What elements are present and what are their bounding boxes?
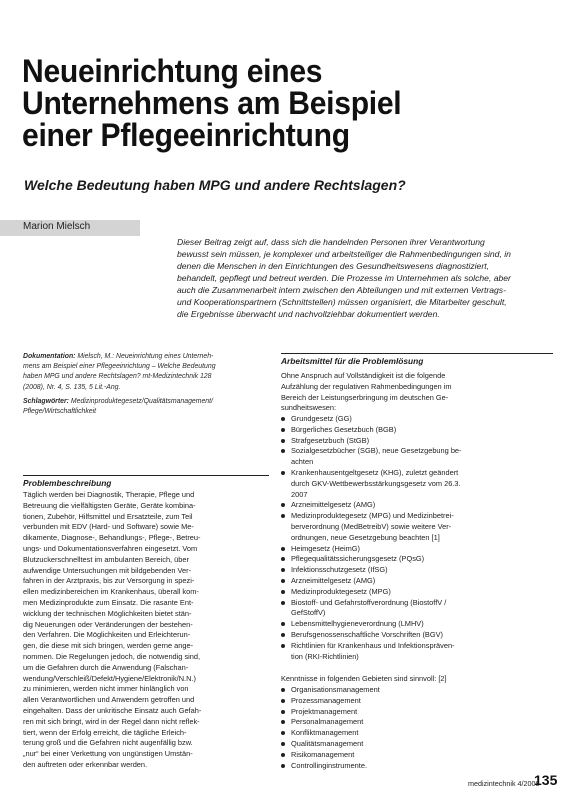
section-rule-left: [23, 475, 269, 476]
abstract-line: denen die Menschen in den Einrichtungen des Gesundheitswesens diagnostiziert,: [177, 261, 489, 271]
bullet-icon: [281, 710, 285, 714]
abstract-line: Dieser Beitrag zeigt auf, dass sich die handelnden Personen ihrer Verantwortung: [177, 237, 485, 247]
list-item: Konfliktmanagement: [281, 728, 553, 739]
page-number: 135: [534, 772, 558, 788]
body-line: aufwendige Untersuchungen mit bildgebenden Ver-: [23, 565, 192, 575]
list-item: Qualitätsmanagement: [281, 739, 553, 750]
tools-heading: Arbeitsmittel für die Problemlösung: [281, 356, 424, 366]
list-item: Lebensmittelhygieneverordnung (LMHV): [281, 619, 553, 630]
laws-list: [281, 414, 553, 662]
keywords-label: Schlagwörter:: [23, 397, 69, 405]
documentation-label: Dokumentation:: [23, 353, 76, 360]
bullet-icon: [281, 547, 285, 551]
list-item: Prozessmanagement: [281, 696, 553, 707]
body-line: wendung/Verschleiß/Defekt/Hygiene/Elektronik/N.N.): [23, 673, 196, 683]
keywords-line: Pflege/Wirtschaftlichkeit: [23, 408, 97, 416]
body-line: terung groß und die Gefahren nicht augenfällig bzw.: [23, 738, 193, 748]
body-line: allen Verantwortlichen und Anwendern getroffen und: [23, 695, 195, 705]
section-rule-right: [281, 353, 553, 354]
bullet-icon: [281, 557, 285, 561]
list-item: Projektmanagement: [281, 707, 553, 718]
list-item: Medizinproduktegesetz (MPG) und Medizinbetrei- berverordnung (MedBetreibV) sowie weitere Ver- ordnungen, neue Gesetzgebung beachten [1]: [281, 511, 553, 543]
list-item: Strafgesetzbuch (StGB): [281, 436, 553, 447]
list-item: Infektionsschutzgesetz (IfSG): [281, 565, 553, 576]
documentation-line: haben MPG und andere Rechtslagen? mt-Medizintechnik 128: [23, 373, 212, 381]
body-line: dig Neuerungen oder Veränderungen der bestehen-: [23, 619, 193, 629]
body-line: ellen medizinbereichen im Krankenhaus, überall kom-: [23, 587, 199, 597]
list-item: Richtlinien für Krankenhaus und Infektionspräven- tion (RKI-Richtlinien): [281, 641, 553, 663]
body-line: den Verfahren. Die Möglichkeiten und Erleichterun-: [23, 630, 191, 640]
title-line-1: Neueinrichtung eines: [22, 53, 323, 89]
documentation-block: [23, 352, 268, 417]
bullet-icon: [281, 579, 285, 583]
bullet-icon: [281, 688, 285, 692]
bullet-icon: [281, 731, 285, 735]
abstract: [177, 236, 553, 320]
list-item: Sozialgesetzbücher (SGB), neue Gesetzgebung be- achten: [281, 446, 553, 468]
body-line: ungs- und Dokumentationsverfahren eingesetzt. Vom: [23, 543, 198, 553]
list-item: Heimgesetz (HeimG): [281, 544, 553, 555]
documentation-line: [23, 352, 268, 362]
abstract-line: behandelt, gepflegt und betreut werden. Die Prozesse im Unternehmen als solche, aber: [177, 273, 511, 283]
known-areas-intro: Kenntnisse in folgenden Gebieten sind sinnvoll: [2]: [281, 674, 447, 683]
author-name: Marion Mielsch: [23, 221, 91, 232]
body-line: nommen. Die Regelungen jedoch, die notwendig sind,: [23, 651, 201, 661]
list-item: Grundgesetz (GG): [281, 414, 553, 425]
bullet-icon: [281, 514, 285, 518]
abstract-line: die Ergebnisse überwacht und nachvollziehbar dokumentiert werden.: [177, 309, 440, 319]
article-subtitle: Welche Bedeutung haben MPG und andere Rechtslagen?: [24, 177, 406, 193]
bullet-icon: [281, 753, 285, 757]
documentation-text: Mielsch, M.: Neueinrichtung eines Unterneh-: [75, 353, 214, 360]
list-item: Arzneimittelgesetz (AMG): [281, 500, 553, 511]
intro-line: sundheitswesen:: [281, 403, 337, 413]
list-item: Controllinginstrumente.: [281, 761, 553, 772]
body-line: fahren in der Arztpraxis, bis zur Versorgung in spezi-: [23, 576, 195, 586]
documentation-line: mens am Beispiel einer Pflegeeinrichtung – Welche Bedeutung: [23, 363, 216, 371]
problem-text: [23, 490, 269, 771]
body-line: men Medizinprodukte zum Einsatz. Die rasante Ent-: [23, 597, 194, 607]
list-item: Organisationsmanagement: [281, 685, 553, 696]
bullet-icon: [281, 417, 285, 421]
article-title: [22, 55, 511, 151]
areas-list: [281, 685, 553, 771]
bullet-icon: [281, 601, 285, 605]
abstract-line: bewusst sein müssen, je komplexer und arbeitsteiliger die Rahmenbedingungen sind, in: [177, 249, 511, 259]
bullet-icon: [281, 720, 285, 724]
bullet-icon: [281, 503, 285, 507]
body-line: „nur“ bei einer Verkettung von ungünstigen Umstän-: [23, 749, 193, 759]
intro-line: Ohne Anspruch auf Vollständigkeit ist die folgende: [281, 371, 446, 380]
bullet-icon: [281, 742, 285, 746]
bullet-icon: [281, 622, 285, 626]
body-line: zu minimieren, werden nicht immer hinlänglich von: [23, 684, 189, 694]
title-line-3: einer Pflegeeinrichtung: [22, 117, 350, 153]
list-item: Personalmanagement: [281, 717, 553, 728]
bullet-icon: [281, 471, 285, 475]
list-item: Arzneimittelgesetz (AMG): [281, 576, 553, 587]
bullet-icon: [281, 633, 285, 637]
bullet-icon: [281, 428, 285, 432]
list-item: Bürgerliches Gesetzbuch (BGB): [281, 425, 553, 436]
abstract-line: auch die Zusammenarbeit intern zwischen den Abteilungen und mit externen Vertrags-: [177, 285, 506, 295]
intro-line: Bereich der Leistungserbringung im deutschen Ge-: [281, 392, 449, 402]
body-line: tiert, wenn der Erfolg erreicht, die tägliche Erleich-: [23, 727, 187, 737]
body-line: ren mit sich bringt, wird in der Regel dann nicht reflek-: [23, 716, 200, 726]
keywords-line: [23, 397, 268, 407]
body-line: dikamente, Diagnose-, Behandlungs-, Pflege-, Betreu-: [23, 533, 201, 543]
problem-heading: Problembeschreibung: [23, 478, 112, 488]
keywords-text: Medizinproduktegesetz/Qualitätsmanagement/: [68, 397, 213, 405]
bullet-icon: [281, 568, 285, 572]
body-line: verbunden mit EDV (Hard- und Software) sowie Me-: [23, 522, 194, 532]
body-line: Betreuung die vielfältigsten Geräte, Geräte kombina-: [23, 500, 196, 510]
intro-line: Aufzählung der regulativen Rahmenbedingungen im: [281, 381, 452, 391]
body-line: Blutzuckerschnelltest im ambulanten Bereich, über: [23, 554, 189, 564]
bullet-icon: [281, 590, 285, 594]
list-item: Medizinproduktegesetz (MPG): [281, 587, 553, 598]
body-line: wicklung der technischen Möglichkeiten bietet stän-: [23, 608, 192, 618]
list-item: Krankenhausentgeltgesetz (KHG), zuletzt geändert durch GKV-Wettbewerbsstärkungsgesetz vom 26.3. 2007: [281, 468, 553, 500]
abstract-line: und Kooperationspartnern (Schnittstellen) müssen organisiert, die Mitarbeiter geschult,: [177, 297, 507, 307]
body-line: gen, die diese mit sich bringen, werden gerne ange-: [23, 641, 194, 651]
body-line: Täglich werden bei Diagnostik, Therapie, Pflege und: [23, 490, 195, 499]
tools-intro: [281, 371, 553, 414]
body-line: tionen, Zubehör, Hilfsmittel und Ersatzteile, zum Teil: [23, 511, 193, 521]
list-item: Biostoff- und Gefahrstoffverordnung (BiostoffV / GefStoffV): [281, 598, 553, 620]
bullet-icon: [281, 644, 285, 648]
list-item: Risikomanagement: [281, 750, 553, 761]
list-item: Pflegequalitätssicherungsgesetz (PQsG): [281, 554, 553, 565]
list-item: Berufsgenossenschaftliche Vorschriften (BGV): [281, 630, 553, 641]
bullet-icon: [281, 449, 285, 453]
body-line: den auftreten oder erkennbar werden.: [23, 759, 148, 769]
body-line: eingehalten. Dass der unkritische Einsatz auch Gefah-: [23, 705, 202, 715]
bullet-icon: [281, 764, 285, 768]
body-line: um die Gefahren durch die Anwendung (Falschan-: [23, 662, 189, 672]
bullet-icon: [281, 699, 285, 703]
documentation-line: (2008), Nr. 4, S. 135, 5 Lit.-Ang.: [23, 383, 121, 391]
bullet-icon: [281, 439, 285, 443]
journal-footer: medizintechnik 4/2008: [468, 779, 540, 788]
title-line-2: Unternehmens am Beispiel: [22, 85, 402, 121]
